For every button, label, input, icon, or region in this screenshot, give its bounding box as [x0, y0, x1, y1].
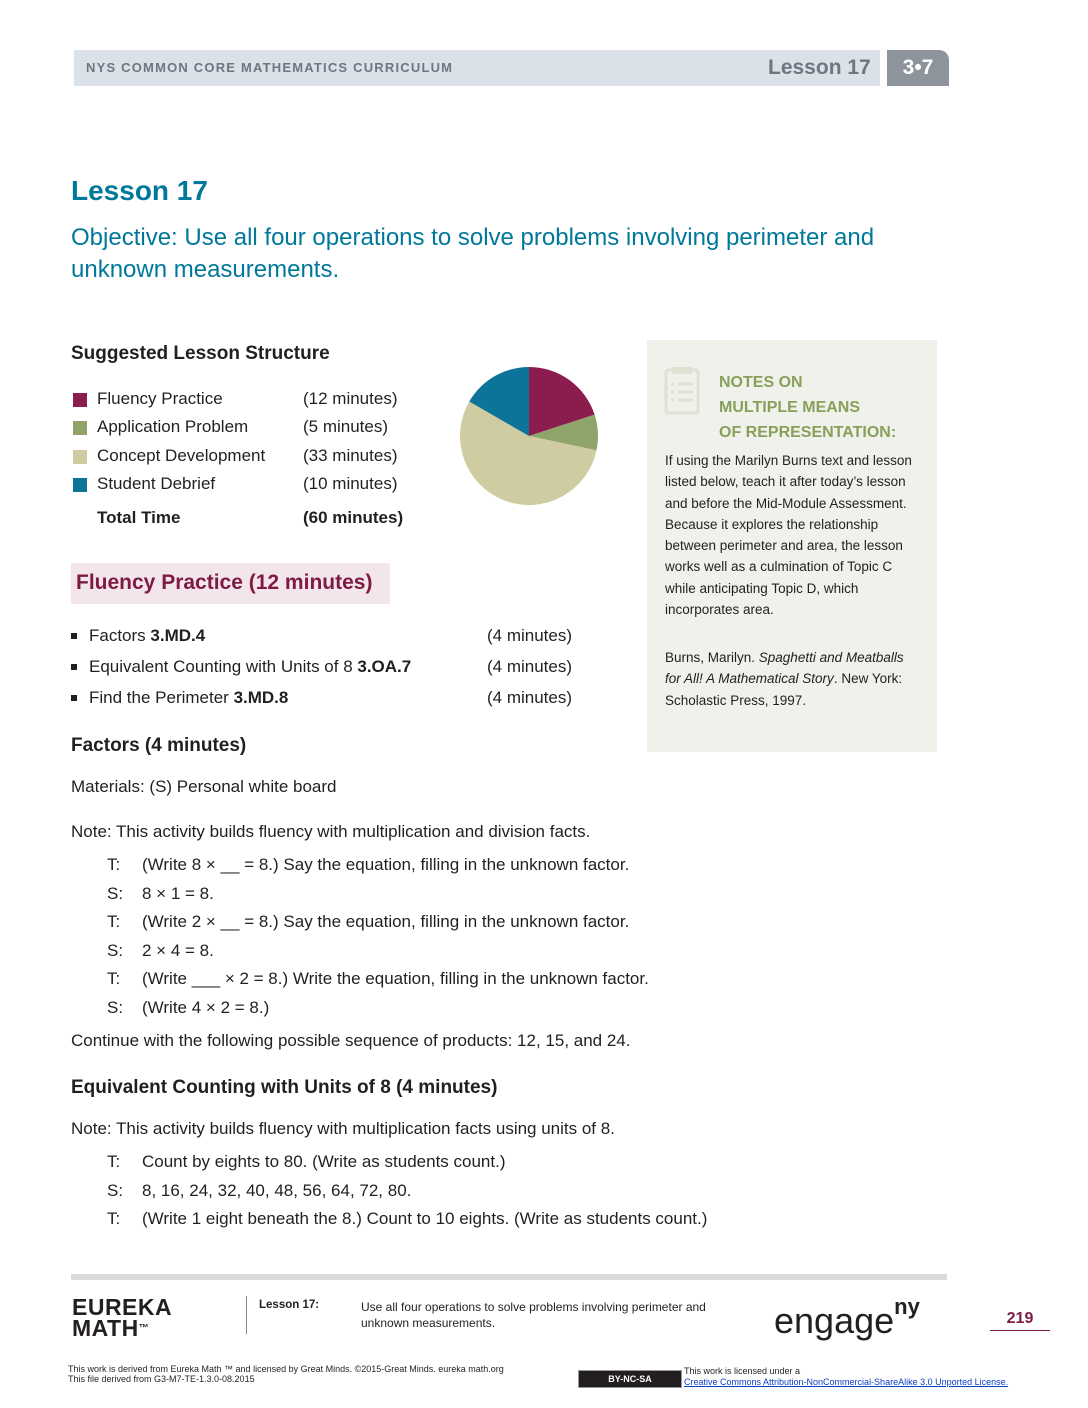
speaker: T:: [107, 969, 121, 988]
speaker: T:: [107, 1209, 121, 1228]
structure-minutes: (10 minutes): [303, 474, 398, 493]
fluency-heading: Fluency Practice (12 minutes): [76, 571, 373, 594]
page-number: 219: [1006, 1310, 1034, 1327]
factors-continue: Continue with the following possible sequence of products: 12, 15, and 24.: [71, 1031, 631, 1050]
document-icon: [664, 366, 702, 416]
factors-heading: Factors (4 minutes): [71, 735, 247, 756]
dialog-text: (Write ___ × 2 = 8.) Write the equation, filling in the unknown factor.: [142, 969, 649, 988]
structure-name: Concept Development: [97, 446, 266, 465]
dialog-text: Count by eights to 80. (Write as students count.): [142, 1152, 506, 1171]
activity-name: Find the Perimeter: [89, 688, 234, 707]
total-label: Total Time: [97, 508, 181, 527]
counting-heading: Equivalent Counting with Units of 8 (4 minutes): [71, 1077, 498, 1098]
structure-minutes: (33 minutes): [303, 446, 398, 465]
fluency-item-minutes: (4 minutes): [487, 688, 573, 707]
notes-heading-line: NOTES ON: [719, 374, 803, 391]
module-badge: 3•7: [887, 50, 949, 86]
legend-swatch: [73, 478, 87, 492]
license-line: This file derived from G3-M7-TE-1.3.0-08.2015: [68, 1374, 255, 1384]
structure-name: Student Debrief: [97, 474, 216, 493]
cc-text: This work is licensed under a: [684, 1366, 801, 1376]
dialog-text: (Write 4 × 2 = 8.): [142, 998, 270, 1017]
legend-swatch: [73, 393, 87, 407]
dialog-text: 8, 16, 24, 32, 40, 48, 56, 64, 72, 80.: [142, 1181, 412, 1200]
speaker: T:: [107, 912, 121, 931]
ref-publisher: . New York: Scholastic Press, 1997.: [665, 671, 903, 708]
cc-license-badge[interactable]: [578, 1370, 682, 1388]
footer-lesson-label: Lesson 17:: [259, 1299, 320, 1311]
standard-code: 3.OA.7: [357, 657, 412, 676]
header-lesson: Lesson 17: [768, 56, 871, 79]
fluency-item-text: [89, 657, 411, 677]
curriculum-title: NYS COMMON CORE MATHEMATICS CURRICULUM: [86, 60, 454, 75]
structure-heading: Suggested Lesson Structure: [71, 343, 330, 364]
bullet-icon: [71, 695, 77, 701]
activity-name: Equivalent Counting with Units of 8: [89, 657, 358, 676]
dialog-text: 8 × 1 = 8.: [142, 884, 214, 903]
structure-name: Fluency Practice: [97, 389, 223, 408]
footer-divider: [246, 1296, 247, 1334]
logo-line: EUREKA: [72, 1294, 173, 1320]
factors-materials: Materials: (S) Personal white board: [71, 777, 337, 796]
dialog-text: (Write 1 eight beneath the 8.) Count to 10 eights. (Write as students count.): [142, 1209, 708, 1228]
page-number-rule: [990, 1330, 1050, 1331]
license-line: This work is derived from Eureka Math ™ and licensed by Great Minds. ©2015-Great Minds. eureka math.org: [68, 1364, 504, 1374]
fluency-item-text: [89, 626, 205, 646]
speaker: S:: [107, 941, 124, 960]
logo-line: MATH: [72, 1315, 139, 1341]
structure-minutes: (12 minutes): [303, 389, 398, 408]
objective: Objective: Use all four operations to solve problems involving perimeter and unknown measurements.: [71, 224, 875, 283]
speaker: S:: [107, 1181, 124, 1200]
fluency-item-minutes: (4 minutes): [487, 626, 573, 645]
notes-heading: [719, 370, 896, 445]
cc-license-link[interactable]: Creative Commons Attribution-NonCommercial-ShareAlike 3.0 Unported License.: [684, 1377, 1009, 1387]
fluency-item-minutes: (4 minutes): [487, 657, 573, 676]
page-title: Lesson 17: [71, 175, 208, 206]
dialog-text: 2 × 4 = 8.: [142, 941, 214, 960]
counting-note: Note: This activity builds fluency with multiplication facts using units of 8.: [71, 1119, 615, 1138]
cc-license-notice: [684, 1366, 1008, 1388]
footer-rule: [71, 1274, 947, 1280]
ref-author: Burns, Marilyn.: [665, 650, 759, 665]
derivation-notice: [68, 1364, 568, 1384]
logo-line-2: [72, 1315, 172, 1341]
cc-badge-text: BY-NC-SA: [608, 1374, 652, 1384]
dialog-text: (Write 2 × __ = 8.) Say the equation, filling in the unknown factor.: [142, 912, 630, 931]
activity-name: Factors: [89, 626, 151, 645]
eureka-math-logo: [72, 1294, 173, 1341]
structure-minutes: (5 minutes): [303, 417, 389, 436]
legend-swatch: [73, 450, 87, 464]
ny-text: ny: [894, 1294, 920, 1319]
speaker: T:: [107, 1152, 121, 1171]
lesson-structure-pie-chart: [458, 365, 600, 507]
fluency-item-text: [89, 688, 288, 708]
factors-note: Note: This activity builds fluency with multiplication and division facts.: [71, 822, 591, 841]
ref-title: Spaghetti and Meatballs for All! A Mathematical Story: [665, 650, 904, 687]
speaker: T:: [107, 855, 121, 874]
standard-code: 3.MD.8: [233, 688, 289, 707]
notes-body: If using the Marilyn Burns text and lesson listed below, teach it after today’s lesson and before the Mid-Module Assessment. Because it explores the relationship between perimeter and area, the lesson works well as a culmination of Topic C while anticipating Topic D, which incorporates area.: [665, 453, 912, 618]
engageny-logo: [774, 1294, 920, 1342]
dialog-text: (Write 8 × __ = 8.) Say the equation, filling in the unknown factor.: [142, 855, 630, 874]
bullet-icon: [71, 664, 77, 670]
speaker: S:: [107, 998, 124, 1017]
standard-code: 3.MD.4: [150, 626, 206, 645]
trademark: ™: [138, 1323, 150, 1334]
structure-name: Application Problem: [97, 417, 249, 436]
total-minutes: (60 minutes): [303, 508, 404, 527]
speaker: S:: [107, 884, 124, 903]
notes-reference: [665, 647, 921, 711]
bullet-icon: [71, 633, 77, 639]
notes-heading-line: OF REPRESENTATION:: [719, 424, 897, 441]
legend-swatch: [73, 421, 87, 435]
footer-lesson-description: Use all four operations to solve problems involving perimeter and unknown measurements.: [361, 1300, 706, 1330]
notes-heading-line: MULTIPLE MEANS: [719, 399, 861, 416]
engage-text: engage: [774, 1300, 895, 1341]
